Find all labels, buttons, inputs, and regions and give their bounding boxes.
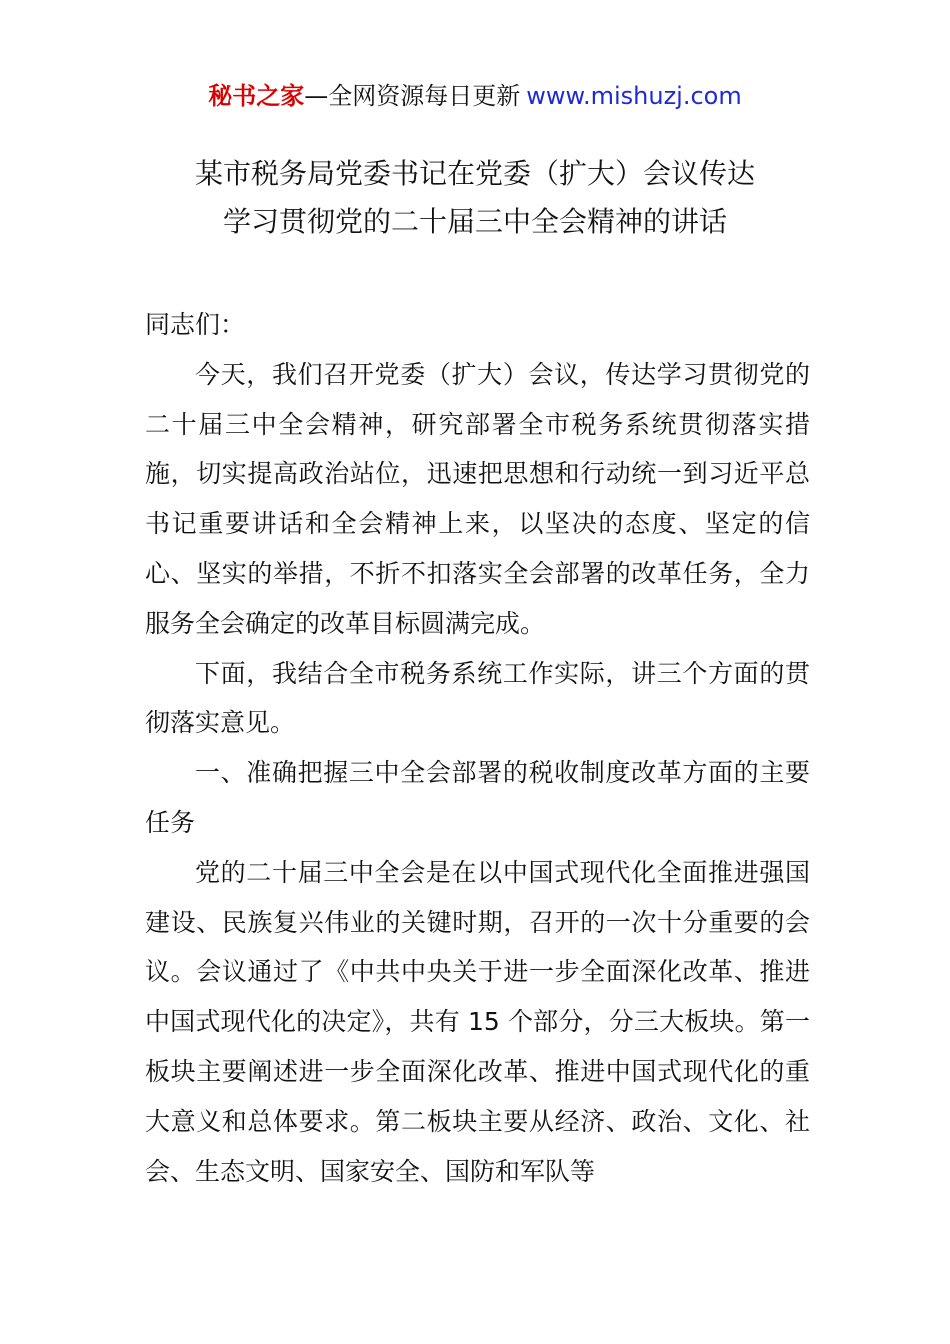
title-line-1: 某市税务局党委书记在党委（扩大）会议传达 xyxy=(194,157,755,190)
paragraph-2: 下面，我结合全市税务系统工作实际，讲三个方面的贯彻落实意见。 xyxy=(145,658,810,738)
paragraph-3: 党的二十届三中全会是在以中国式现代化全面推进强国建设、民族复兴伟业的关键时期，召开的一次十分重要的会议。会议通过了《中共中央关于进一步全面深化改革、推进中国式现代化的决定》，共有 15 个部分，分三大板块。第一板块主要阐述进一步全面深化改革、推进中国式现代化的重大意义和总体要求。第二板块主要从经济、政治、文化、社会、生态文明、国家安全、国防和军队等 xyxy=(145,857,810,1186)
brand-name: 秘书之家 xyxy=(208,82,305,110)
header-slogan: 全网资源每日更新 xyxy=(328,82,521,110)
document-title xyxy=(0,150,950,246)
paragraph-1: 今天，我们召开党委（扩大）会议，传达学习贯彻党的二十届三中全会精神，研究部署全市税务系统贯彻落实措施，切实提高政治站位，迅速把思想和行动统一到习近平总书记重要讲话和全会精神上来，以坚决的态度、坚定的信心、坚实的举措，不折不扣落实全会部署的改革任务，全力服务全会确定的改革目标圆满完成。 xyxy=(145,359,810,638)
document-body xyxy=(145,300,810,1196)
section-heading-1: 一、准确把握三中全会部署的税收制度改革方面的主要任务 xyxy=(145,758,810,837)
header-dash: — xyxy=(304,82,329,110)
site-url-link[interactable]: www.mishuzj.com xyxy=(526,82,742,110)
site-header xyxy=(0,80,950,112)
title-line-2: 学习贯彻党的二十届三中全会精神的讲话 xyxy=(222,205,727,238)
salutation: 同志们： xyxy=(145,310,246,339)
